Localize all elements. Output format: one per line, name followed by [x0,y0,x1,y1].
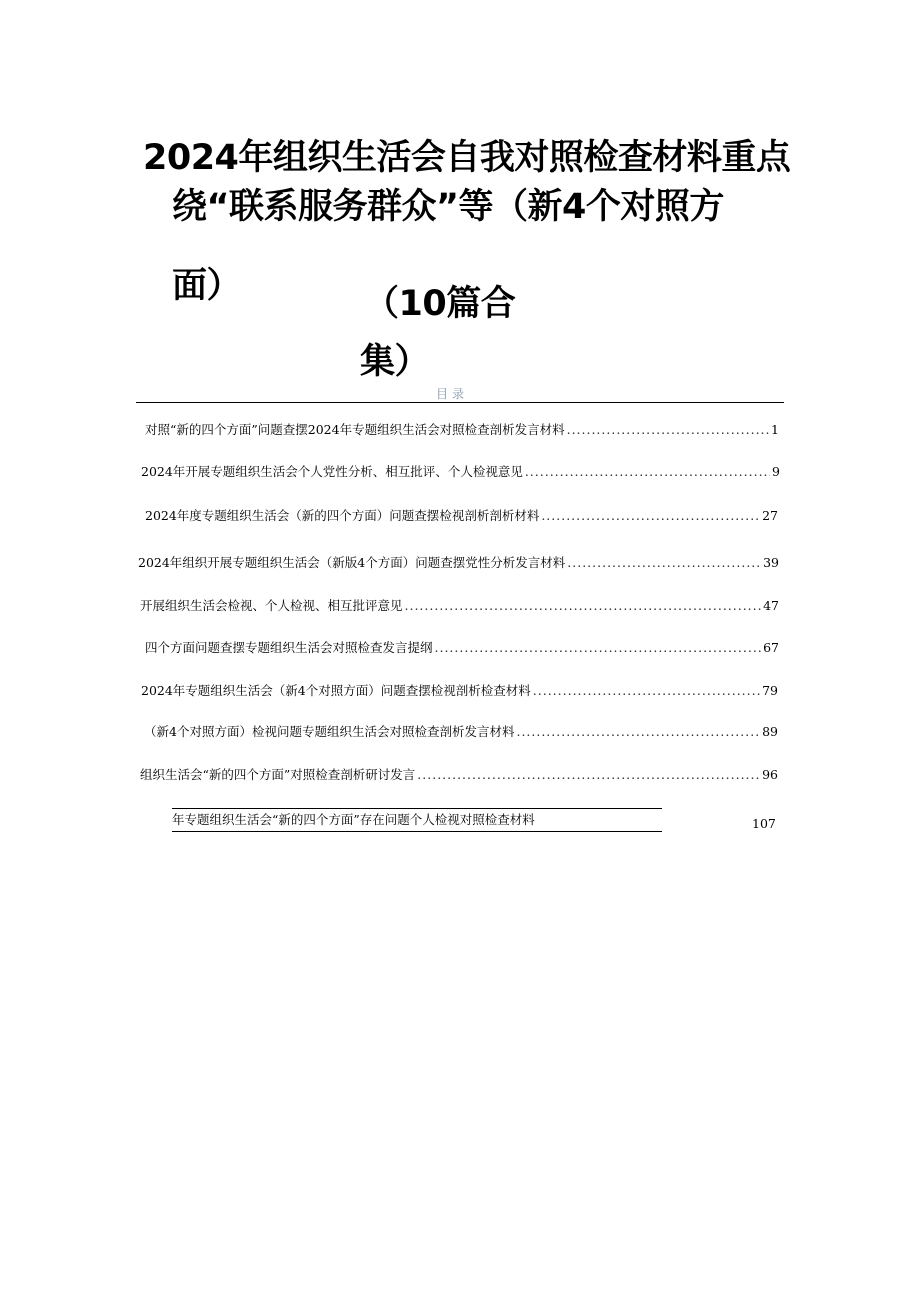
title-line-5: 集） [360,342,430,382]
toc-leader-dots [516,726,760,739]
toc-entry-page: 89 [762,724,778,739]
toc-leader-dots [525,466,770,479]
title-line-4: （10篇合 [364,284,516,324]
toc-entry-title: 开展组织生活会检视、个人检视、相互批评意见 [140,598,403,613]
toc-entry-page: 107 [752,816,776,831]
toc-heading: 目录 [436,387,469,401]
toc-leader-dots [405,600,762,613]
toc-entry-2[interactable] [141,466,780,479]
toc-entry-title: 2024年度专题组织生活会（新的四个方面）问题查摆检视剖析剖析材料 [145,508,540,523]
toc-entry-8[interactable] [144,726,778,739]
toc-entry-page: 1 [771,422,779,437]
toc-divider [136,402,784,403]
toc-entry-title: （新4个对照方面）检视问题专题组织生活会对照检查剖析发言材料 [144,724,515,739]
toc-leader-dots [567,557,761,570]
toc-entry-title: 2024年专题组织生活会（新4个对照方面）问题查摆检视剖析检查材料 [141,683,531,698]
toc-entry-page: 79 [762,683,778,698]
toc-leader-dots [435,642,762,655]
toc-entry-1[interactable] [145,424,779,437]
toc-entry-6[interactable] [145,642,779,655]
toc-entry-page: 27 [762,508,778,523]
toc-entry-page: 67 [763,640,779,655]
toc-entry-page: 96 [762,767,778,782]
toc-entry-title: 对照“新的四个方面”问题查摆2024年专题组织生活会对照检查剖析发言材料 [145,422,565,437]
toc-entry-title: 四个方面问题查摆专题组织生活会对照检查发言提纲 [145,640,433,655]
title-line-3: 面） [172,266,242,306]
toc-entry-3[interactable] [145,510,778,523]
title-line-2: 绕“联系服务群众”等（新4个对照方 [172,187,724,227]
title-line-1: 2024年组织生活会自我对照检查材料重点 [143,138,791,178]
toc-entry-page: 47 [763,598,779,613]
toc-leader-dots [533,685,760,698]
toc-entry-5[interactable] [140,600,779,613]
toc-entry-title: 2024年开展专题组织生活会个人党性分析、相互批评、个人检视意见 [141,464,523,479]
toc-leader-dots [567,424,769,437]
toc-entry-9[interactable] [140,769,778,782]
toc-leader-dots [417,769,760,782]
toc-entry-title: 组织生活会“新的四个方面”对照检查剖析研讨发言 [140,767,416,782]
toc-entry-title: 2024年组织开展专题组织生活会（新版4个方面）问题查摆党性分析发言材料 [138,555,566,570]
toc-entry-10[interactable] [172,808,662,832]
toc-entry-title: 年专题组织生活会“新的四个方面”存在问题个人检视对照检查材料 [172,812,535,827]
toc-entry-7[interactable] [141,685,778,698]
toc-leader-dots [541,510,760,523]
toc-entry-4[interactable] [138,557,779,570]
toc-entry-page: 9 [772,464,780,479]
toc-entry-page: 39 [763,555,779,570]
